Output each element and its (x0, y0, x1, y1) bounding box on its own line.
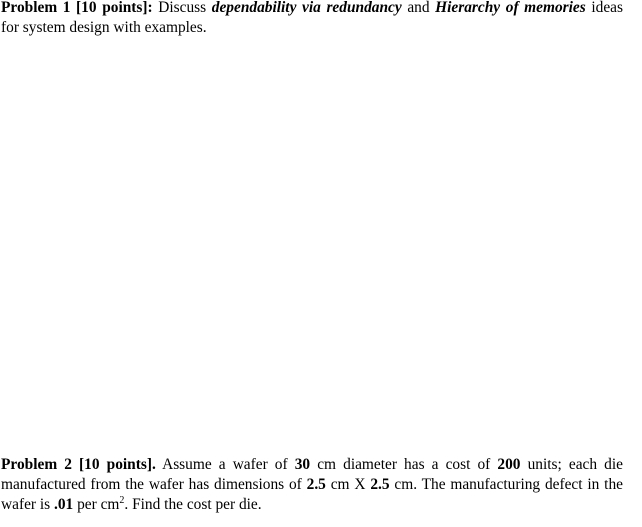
problem-2-text: . Find the cost per die. (124, 496, 262, 513)
wafer-cost: 200 (497, 456, 521, 473)
defect-density: .01 (54, 496, 74, 513)
problem-1-text: Discuss (152, 0, 212, 16)
die-dimension-2: 2.5 (370, 476, 390, 493)
die-dimension-1: 2.5 (306, 476, 326, 493)
problem-2-text: cm diameter has a cost of (310, 456, 498, 473)
problem-1-heading: Problem 1 [10 points]: (1, 0, 153, 16)
wafer-diameter: 30 (294, 456, 311, 473)
problem-1 (1, 0, 623, 38)
problem-2-text: cm. The manufacturing defect in the wafer is (1, 476, 623, 513)
problem-2-text: units; each die manufactured from the wafer has dimensions of (1, 456, 623, 493)
term-memory-hierarchy: Hierarchy of memories (435, 0, 586, 16)
problem-1-text: and (401, 0, 436, 16)
term-dependability: dependability via redundancy (211, 0, 402, 16)
unit-exponent: 2 (119, 494, 125, 506)
problem-2-heading: Problem 2 [10 points]. (1, 456, 156, 473)
problem-2-text: cm X (325, 476, 371, 493)
problem-2-text: Assume a wafer of (155, 456, 295, 473)
problem-1-text: ideas for system design with examples. (1, 0, 623, 36)
problem-2 (1, 455, 623, 515)
problem-2-text: per cm (73, 496, 120, 513)
